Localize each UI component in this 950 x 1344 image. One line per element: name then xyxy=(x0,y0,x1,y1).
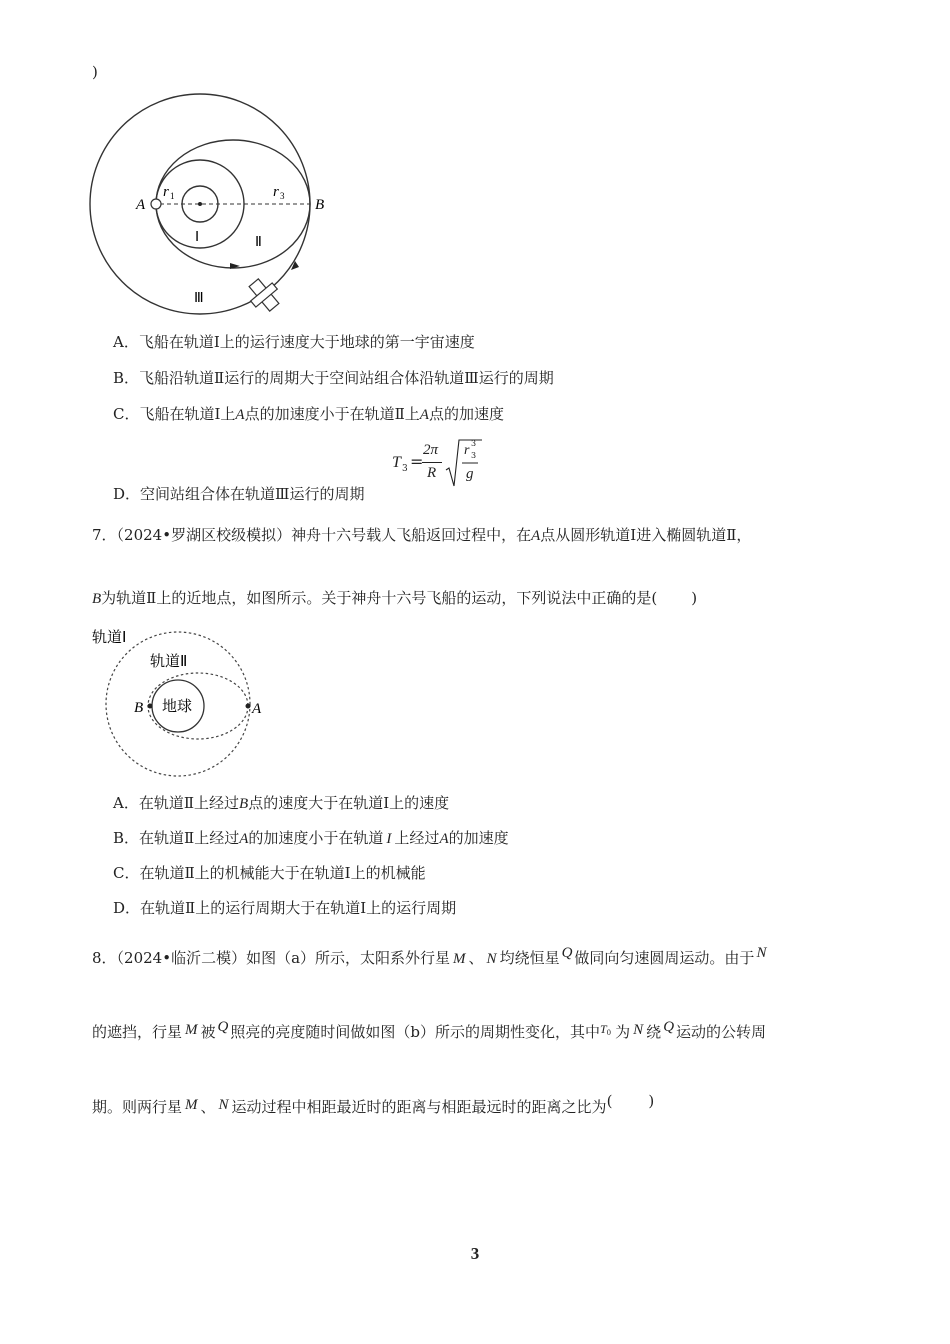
q7-option-C[interactable] xyxy=(113,863,426,883)
option-letter: B． xyxy=(113,369,140,387)
q7-option-B[interactable] xyxy=(113,828,509,849)
label-r1-sub: 1 xyxy=(170,191,175,201)
q7-stem-line-2 xyxy=(92,588,697,609)
label-r3: r xyxy=(273,184,279,200)
stem-text: 神舟十六号载人飞船返回过程中，在 xyxy=(291,526,532,544)
option-text: 点的速度大于在轨道Ⅰ上的速度 xyxy=(248,794,450,812)
var-I: I xyxy=(386,831,392,847)
q6-option-A[interactable] xyxy=(113,332,475,352)
q7-option-D[interactable] xyxy=(113,898,456,918)
q6-option-B[interactable] xyxy=(113,368,554,388)
answer-paren-open: ( xyxy=(651,589,658,607)
formula-numerator: 2π xyxy=(423,442,439,458)
label-orbit-3: Ⅲ xyxy=(194,291,204,306)
question-source: （2024•临沂二模） xyxy=(116,949,247,967)
var-M: M xyxy=(453,951,466,967)
stem-text: 均绕恒星 xyxy=(499,949,560,967)
label-r1: r xyxy=(163,184,169,200)
earth-label: 地球 xyxy=(162,699,193,715)
q8-stem-line-1 xyxy=(92,945,768,969)
question-source: （2024•罗湖区校级模拟） xyxy=(116,526,292,544)
option-text: 空间站组合体在轨道Ⅲ运行的周期 xyxy=(140,485,365,503)
stem-text: 、 xyxy=(200,1098,216,1116)
stem-text: 照亮的亮度随时间做如图（b）所示的周期性变化，其中 xyxy=(230,1023,600,1041)
formula-T: T xyxy=(392,454,401,471)
radical-r: r xyxy=(464,443,470,458)
stem-text: 的遮挡，行星 xyxy=(92,1023,183,1041)
option-text: 上经过 xyxy=(394,829,440,847)
center-dot xyxy=(198,202,202,206)
label-A: A xyxy=(136,197,146,213)
fraction-bar xyxy=(422,462,442,463)
formula-T-sub: 3 xyxy=(402,464,408,474)
option-text: 飞船沿轨道Ⅱ运行的周期大于空间站组合体沿轨道Ⅲ运行的周期 xyxy=(139,369,554,387)
q6-option-D[interactable] xyxy=(113,484,365,504)
radical-r-sup: 3 xyxy=(471,439,477,448)
var-A: A xyxy=(439,831,449,847)
orbit-figure-1 xyxy=(80,88,340,320)
stem-text: 被 xyxy=(200,1023,216,1041)
var-N: N xyxy=(756,945,767,961)
option-letter: C． xyxy=(113,864,140,882)
question-number: 8． xyxy=(92,949,117,967)
stem-text: 、 xyxy=(468,949,484,967)
label-orbit-1: Ⅰ xyxy=(195,230,200,245)
q8-stem-line-2 xyxy=(92,1019,767,1045)
stem-text: 点从圆形轨道Ⅰ进入椭圆轨道Ⅱ， xyxy=(540,526,752,544)
radical-g: g xyxy=(466,466,474,482)
option-text: 点的加速度 xyxy=(428,405,504,423)
orbit-figure-2 xyxy=(88,624,278,784)
stem-text: 做同向匀速圆周运动。由于 xyxy=(574,949,755,967)
option-text: 的加速度 xyxy=(448,829,509,847)
option-letter: D． xyxy=(113,899,141,917)
var-N: N xyxy=(633,1022,644,1038)
option-text: 飞船在轨道Ⅰ上 xyxy=(139,405,236,423)
var-T0: T xyxy=(599,1022,607,1036)
option-letter: C． xyxy=(113,405,140,423)
continued-paren: ) xyxy=(92,63,98,81)
var-M: M xyxy=(185,1097,198,1113)
stem-text: 运动过程中相距最近时的距离与相距最远时的距离之比为 xyxy=(231,1098,607,1116)
label-r3-sub: 3 xyxy=(280,191,285,201)
option-text: 飞船在轨道Ⅰ上的运行速度大于地球的第一宇宙速度 xyxy=(138,333,475,351)
option-text: 在轨道Ⅱ上经过 xyxy=(139,829,240,847)
radical-r-sub: 3 xyxy=(471,451,477,460)
q8-stem-line-3 xyxy=(92,1092,655,1118)
var-Q: Q xyxy=(217,1019,229,1035)
var-B: B xyxy=(92,591,102,607)
var-A: A xyxy=(235,407,245,423)
stem-text: 运动的公转周 xyxy=(676,1023,767,1041)
var-Q: Q xyxy=(663,1019,675,1035)
option-letter: A． xyxy=(113,333,139,351)
period-formula xyxy=(392,438,492,490)
page-number: 3 xyxy=(470,1244,480,1263)
var-M: M xyxy=(185,1022,198,1038)
question-number: 7． xyxy=(92,526,117,544)
formula-denominator: R xyxy=(427,465,437,481)
var-T0-sub: 0 xyxy=(606,1029,612,1037)
var-A: A xyxy=(419,407,429,423)
option-text: 在轨道Ⅱ上的运行周期大于在轨道Ⅰ上的运行周期 xyxy=(140,899,457,917)
label-A: A xyxy=(252,701,262,717)
answer-paren-open: ( xyxy=(606,1092,613,1110)
q6-option-C[interactable] xyxy=(113,404,504,425)
option-letter: D． xyxy=(113,485,141,503)
label-orbit-2: Ⅱ xyxy=(255,235,262,250)
answer-paren-close: ) xyxy=(648,1092,655,1110)
answer-paren-close: ) xyxy=(691,589,698,607)
option-letter: B． xyxy=(113,829,140,847)
option-text: 点的加速度小于在轨道Ⅱ上 xyxy=(244,405,420,423)
orbit-1-label: 轨道Ⅰ xyxy=(92,630,127,646)
var-N: N xyxy=(486,951,497,967)
var-N: N xyxy=(218,1097,229,1113)
orbit-3-arrow xyxy=(291,261,299,270)
var-A: A xyxy=(531,528,541,544)
option-text: 的加速度小于在轨道 xyxy=(248,829,384,847)
orbit-2-label: 轨道Ⅱ xyxy=(150,654,188,670)
var-A: A xyxy=(239,831,249,847)
stem-text: 为轨道Ⅱ上的近地点，如图所示。关于神舟十六号飞船的运动，下列说法中正确的是 xyxy=(101,589,652,607)
q7-option-A[interactable] xyxy=(113,793,449,814)
formula-equals: = xyxy=(410,452,424,471)
q7-stem-line-1 xyxy=(92,525,751,546)
var-B: B xyxy=(239,796,249,812)
stem-text: 为 xyxy=(615,1023,631,1041)
var-Q: Q xyxy=(561,945,573,961)
point-A-marker xyxy=(151,199,161,209)
stem-text: 期。则两行星 xyxy=(92,1098,183,1116)
stem-text: 绕 xyxy=(646,1023,662,1041)
label-B: B xyxy=(315,197,325,213)
option-letter: A． xyxy=(113,794,139,812)
point-B-dot xyxy=(148,704,153,709)
stem-text: 如图（a）所示，太阳系外行星 xyxy=(246,949,451,967)
option-text: 在轨道Ⅱ上的机械能大于在轨道Ⅰ上的机械能 xyxy=(139,864,426,882)
point-A-dot xyxy=(246,704,251,709)
label-B: B xyxy=(134,700,144,716)
option-text: 在轨道Ⅱ上经过 xyxy=(138,794,240,812)
